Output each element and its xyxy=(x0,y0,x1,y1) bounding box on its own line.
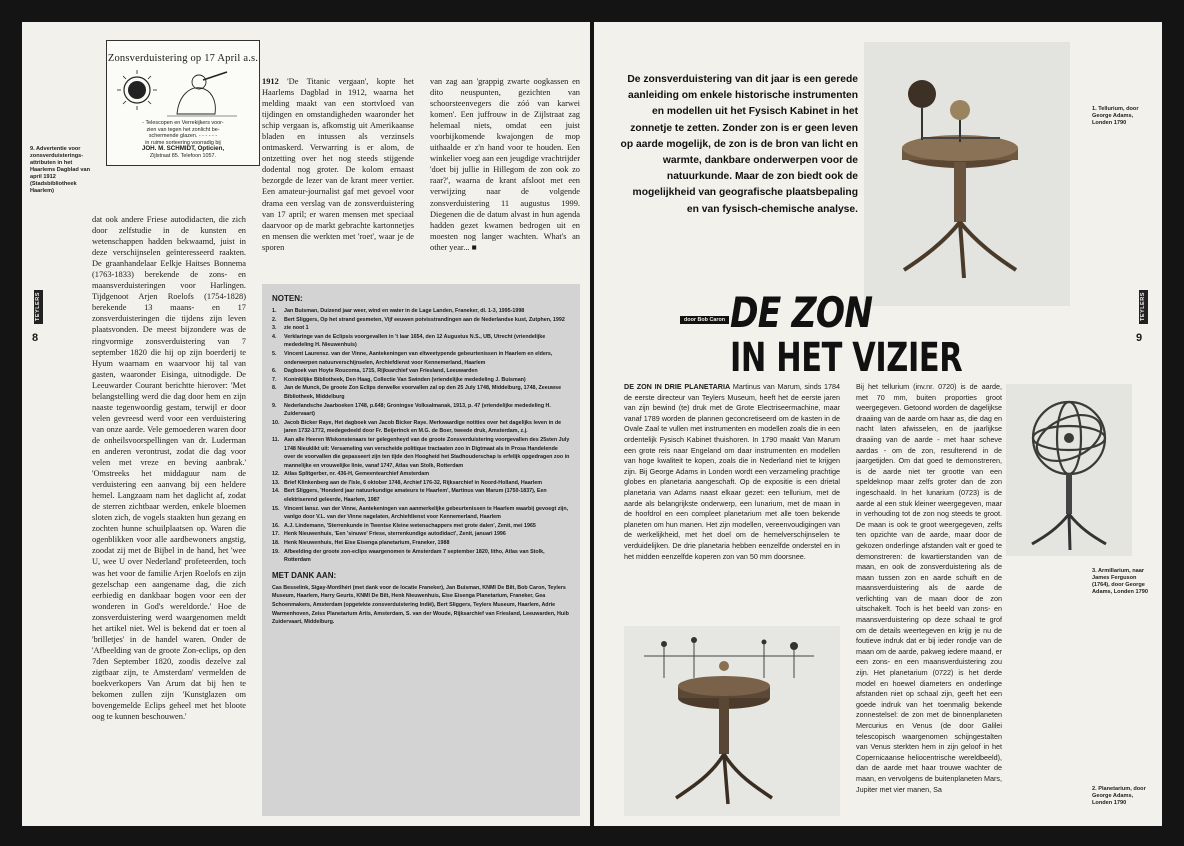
note-number: 11. xyxy=(272,436,280,443)
page-number-left: 8 xyxy=(32,332,39,344)
advert-line: JOH. M. SCHMIDT, Opticien, xyxy=(141,145,225,153)
note-number: 14. xyxy=(272,488,280,495)
note-number: 7. xyxy=(272,376,277,383)
note-item xyxy=(272,376,570,385)
intro-paragraph: De zonsverduistering van dit jaar is een gerede aanleiding om enkele historische instrumenten en modellen uit het Fysisch Kabinet in het zonnetje te zetten. Zonder zon is er geen leven op aarde mogelijk, de zon is de bron van licht en warmte, dankbare onderwerpen voor de natuurkunde. Maar de zon biedt ook de mogelijkheid van geografische plaatsbepaling en van fysisch-chemische analyse. xyxy=(620,74,858,215)
column-text: 'De Titanic vergaan', kopte het Haarlems Dagblad in 1912, waarna het melding maakt van een stortvloed van tijdingen en omstandigheden waaronder het schip vergaan is, afkomstig uit Amerikaanse bladen en intussen als verzinsels ontmaskerd. Verwarring is er alom, de ontzetting over het nog steeds stijgende dodental nog groter. De kolom ernaast bezorgde de lezer van de krant meer vertier. Een amateur-journalist gaf met gevoel voor drama een verslag van de zonsverduistering van 17 april; er waren mensen met speciaal daarvoor op de markt gebrachte kartonnetjes en mensen die werkten met 'roet', waar je de sporen xyxy=(262,77,414,252)
note-number: 18. xyxy=(272,540,280,547)
note-number: 16. xyxy=(272,522,280,529)
notes-heading: NOTEN: xyxy=(272,294,303,303)
teylers-logo: TEYLERS xyxy=(1139,290,1148,324)
note-item xyxy=(272,470,570,479)
note-text: Dagboek van Hoyte Roucoma, 1715, Rijksarchief van Friesland, Leeuwarden xyxy=(284,368,478,375)
advert-line: schermende glazen. - - - - - - xyxy=(148,133,218,140)
body-column-2 xyxy=(856,382,1002,818)
note-item xyxy=(272,487,570,504)
planetarium-photo xyxy=(624,626,840,816)
note-number: 12. xyxy=(272,471,280,478)
advert-line: Zijlstraat 85. Telefoon 1057. xyxy=(149,152,217,159)
planetarium-caption: 2. Planetarium, door George Adams, Londen 1790 xyxy=(1092,786,1146,806)
armillarium-image xyxy=(1006,384,1132,556)
note-text: Bert Sliggers, Op het strand gesmeten, Vijf eeuwen potvisstrandingen aan de Nederlandse kust, Zutphen, 1992 xyxy=(284,316,565,323)
note-text: Nederlandsche Jaarboeken 1748, p.648; Groningse Volksalmanak, 1913, p. 47 (vriendelijke mededeling H. Zuidervaart) xyxy=(284,402,551,418)
note-number: 2. xyxy=(272,316,277,323)
note-item xyxy=(272,333,570,350)
column-text: Bij het tellurium (inv.nr. 0720) is de aarde, met 70 mm, buiten proporties groot weergegeven. Getoond worden de dagelijkse draaiing van de aarde om haar as, die dag en nacht laten afwisselen, en de jaarlijkse draaiing van de aarde - met haar scheve aardas - om de zon, resulterend in de jaargetijden. Om dat goed te demonstreren, is de aarde niet ter grootte van een speldeknop maar zelfs groter dan de zon ingeschaald. In het lunarium (0723) is de aarde al een stuk kleiner weergegeven, maar in verhouding tot de zon nog steeds te groot. De maan is ook te groot weergegeven, zelfs ten opzichte van de aarde, maar door de gekozen onderlinge afstanden valt er goed te demonstreren: de kwartierstanden van de maan, en ook de zonsverduistering als de maan tussen zon en aarde schuift en de maansverduistering als de aarde de verlichting van de maan door de zon uitschakelt. Toch is het beeld van zons- en maansverduistering op deze schaal te grof om de details weertegeven en krijg je nu de foutieve indruk dat er bij ieder rondje van de maan om de aarde, pakweg iedere maand, er een zons- en een maansverduistering zou zijn. Het planetarium (0722) is het derde model en hoewel diameters en onderlinge afstanden niet op schaal zijn, geeft het een goede indruk van het toenmalig bekende zonnestelsel: de zon met de binnenplaneten Mercurius en Venus (de door Galilei telescopisch waargenomen schijngestalten van Venus sterkten hem in zijn geloof in het Copernicaanse heliocentrische wereldbeeld), dan de aarde met haar trouwe wachter de maan, en vervolgens de buitenplaneten Mars, Jupiter met vier manen, Sa xyxy=(856,382,1002,794)
note-text: Atlas Splitgerber, nr. 436-H, Gemeentearchief Amsterdam xyxy=(284,471,430,478)
note-number: 15. xyxy=(272,505,280,512)
thanks-heading: MET DANK AAN: xyxy=(272,570,337,580)
note-item xyxy=(272,307,570,316)
note-text: Verklaringe van de Eclipsis voorgevallen in 't Iaar 1654, den 12 Augustus N.S., UB, Utrecht (vriendelijke mededeling H. Nieuwenhuis) xyxy=(284,333,546,349)
note-item xyxy=(272,350,570,367)
note-number: 9. xyxy=(272,402,277,409)
notes-box xyxy=(262,284,580,816)
headline-line-1: DE ZON xyxy=(730,288,873,337)
notes-list xyxy=(272,307,570,565)
column-text: Martinus van Marum, sinds 1784 de eerste directeur van Teylers Museum, heeft het de eerste jaren van zijn bewind (te) druk met de Grote Electriseermachine, maar vanaf 1789 worden de plannen geconcretiseerd om de kasten in de Ovale Zaal te vullen met instrumenten en modellen zoals die in een ordentelijk Fysisch Kabinet thuishoren. In 1790 maakt Van Marum een grote reis naar Engeland om daar instrumenten en modellen van hoge kwaliteit te kopen, zoals die in Nederland niet te krijgen zijn. Bij George Adams in Londen wordt een verzameling prachtige globes en planetaria aangeschaft. Op de expositie is een drietal planetaria van Adams naast elkaar gezet: een tellurium, met de aarde als belangrijkste onderwerp, een lunarium, met de maan in de hoofdrol en een compleet planetarium met alle toen bekende planeten om hun manen. Het zijn modellen, vereenvoudigingen van de werkelijkheid, met het doel om de hemelverschijnselen te verduidelijken. De drie planetaria hebben eenzelfde onderstel en in het midden eenzelfde koperen zon van 50 mm doorsnee. xyxy=(624,382,840,561)
note-number: 19. xyxy=(272,548,280,555)
tellurium-photo xyxy=(864,42,1070,306)
planetarium-image xyxy=(624,626,840,816)
section-lead: DE ZON IN DRIE PLANETARIA xyxy=(624,382,731,391)
note-item xyxy=(272,316,570,325)
note-item xyxy=(272,384,570,401)
note-item xyxy=(272,539,570,548)
note-text: Jan de Munck, De groote Zon Eclips derwelke voorvallen zal op den 25 July 1748, Middelburg, 1748, Zeeuwse Bibliotheek, Middelburg xyxy=(284,385,562,400)
note-text: Aan alle Heeren Wiskonstenaars ter gelegenheyd van de groote Zonsverduistering voorgevallen des 25sten July 1748 Nieuklikt uit: Versameling van verscheide politique tractaaten zoo in Digtmaat als in Prosa Handelende over de voorvallen die gepasseert zijn ten tijde den Hoogheid het Stadhouderschap is erfelijk opgedragen zoo in mannelijke en vrouwelijke linie, vanaf 1747, Atlas van Stolk, Rotterdam xyxy=(284,436,570,469)
note-text: Jan Buisman, Duizend jaar weer, wind en water in de Lage Landen, Franeker, dl. 1-3, 1995-1998 xyxy=(284,308,525,314)
note-number: 17. xyxy=(272,531,280,538)
tellurium-caption: 1. Tellurium, door George Adams, Londen 1790 xyxy=(1092,106,1139,126)
note-item xyxy=(272,436,570,470)
note-item xyxy=(272,367,570,376)
armillarium-photo xyxy=(1006,384,1132,556)
note-text: A.J. Lindemann, 'Sterrenkunde in Twentse Kleine wetenschappers met grote dalen', Zenit, mei 1965 xyxy=(284,522,536,529)
sun-eclipse-illustration xyxy=(107,64,260,120)
note-number: 13. xyxy=(272,479,280,486)
advert-line: - Telescopen en Verrekijkers voor- xyxy=(142,120,224,126)
article-column-2 xyxy=(262,76,414,276)
note-number: 8. xyxy=(272,385,277,392)
right-page xyxy=(594,22,1162,826)
note-text: Henk Nieuwenhuis, Het Eise Eisenga planetarium, Franeker, 1988 xyxy=(284,540,450,547)
advertisement-image xyxy=(106,40,260,166)
body-column-1 xyxy=(624,382,840,610)
byline: door Bob Caron xyxy=(680,316,729,324)
left-page xyxy=(22,22,590,826)
note-text: Koninklijke Bibliotheek, Den Haag, Collectie Van Swinden (vriendelijke mededeling J. Buisman) xyxy=(284,376,526,383)
thanks-text: Cas Besselink, Sigay-Montlhéri (met dank voor de locatie Franeker), Jan Buisman, KNMI De Bilt, Bob Caron, Teylers Museum, Haarlem, Harry Geurts, KNMI De Bilt, Henk Nieuwenhuis, Eise Eisenga Planetarium, Franeker, Gea Schoenmakers, Amsterdam (opgetekte zonsverduistering Indië), Bert Sliggers, Teylers Museum, Haarlem, Adrie Warmenhoven, Zeiss Planetarium Artis, Amsterdam, S. van der Woude, Rijksarchief van Friesland, Leeuwarden, Huib Zuidervaart, Middelburg. xyxy=(272,584,569,626)
note-number: 4. xyxy=(272,333,277,340)
note-item xyxy=(272,324,570,333)
note-number: 5. xyxy=(272,350,277,357)
advert-caption: 9. Advertentie voor zonsverduisterings-attributen in het Haarlems Dagblad van april 1912 (Stadsbibliotheek Haarlem) xyxy=(30,146,91,194)
note-text: Brief Klinkenberg aan de l'Isle, 6 oktober 1748, Archief 176-32, Rijksarchief in Noord-Holland, Haarlem xyxy=(284,479,542,486)
note-text: Vincent Laurensz. van der Vinne, Aantekeningen van eltweetypende gebeurtenissen in Haarlem en elders, onderwerpen natuurverschijnselen, Archiefdienst voor Kennemerland, Haarlem xyxy=(284,350,553,366)
note-text: Henk Nieuwenhuis, 'Een 'sinuwe' Friese, sterrenkundige autodidact', Zenit, januari 1996 xyxy=(284,531,506,538)
note-text: Afbeelding der groote zon-eclips waargenomen te Amsterdam 7 september 1820, litho, Atlas van Stolk, Rotterdam xyxy=(284,548,545,564)
note-number: 6. xyxy=(272,368,277,375)
column-text: dat ook andere Friese autodidacten, die zich door zelfstudie in de kunsten en wetenschappen hadden bekwaamd, juist in deze verschijnselen geïnteresseerd raakten. De graanhandelaar Eelkje Haitses Bonnema (1763-1833) berekende de zons- en maansverduisteringen voor Harlingen. Tijdgenoot Arjen Roelofs (1754-1828) berekende 13 maans- en 17 zonsverduisteringen die tijdens zijn leven plaatsvonden. De meest bijzondere was de ringvormige zonsverduistering van 7 september 1820 die hij op zijn boerderij te Hyum waarnam en waarvoor hij tal van gasten, waaronder Eisinga, uitnodigde. De Leeuwarder Courant berichtte hierover: 'Met belangstelling werd die dag door hem en zijn naaste tegenwoordig gestam, terwijl er door velen gevreesd werd voor een verduistering van onze aarde. Vele gemoederen waren door de onheilsvoorspellingen van dr. Luderman en anderen verontrust, zodat die dag voor velen met vreze en beving aanbrak.' 'Omstreeks het middaguur nam de verduistering een aanvang bij een heldere hemel. Langzaam nam het daglicht af, zodat de sterren zichtbaar werden, enkele bloemen sloten zich, de vogels staakten hun gezang en zochten hunne schuilplaatsen op. Waren die ogenblikken voor alle aardbewoners angstig, zoodat zij met de Bijbel in de hand, het 'wee U, wee U over Nederland' profeteerden, toch was het voor de familie Arjen Roelofs en zijn gezelschap een aangename dag, die zich eerbiedig en dankbaar bogen voor een der wonderen in God's wereldorde.' Hoe de zonsverduistering werd waargenomen meldt het artikel niet. Wel is bekend dat er toen al 'brilletjes' in de handel waren. Onder de 'Afbeelding van de groote Zon-eclips, op den 7den September 1820, zoodis dezelve zal zigtbaar zijn, te Amsterdam' vermelden de boekverkopers Van Arum dat bij hen te bekomen zullen zijn 'Kunstglazen om bovengemelde Eclips geheel met het bloote oog te kunnen beschouwen.' xyxy=(92,215,246,722)
note-item xyxy=(272,522,570,531)
note-text: zie noot 1 xyxy=(284,325,309,332)
note-item xyxy=(272,402,570,419)
article-column-3 xyxy=(430,76,580,276)
advert-line: in ruime sorteering voorradig bij xyxy=(145,139,221,146)
teylers-logo: TEYLERS xyxy=(34,290,43,324)
advert-line: zien van tegen het zonlicht be- xyxy=(146,126,220,133)
note-item xyxy=(272,419,570,436)
note-text: Jacob Bicker Raye, Het dagboek van Jacob Bicker Raye. Merkwaardige notities over het dagelijks leven in de jaren 1732-1772, medegedeeld door Fr. Beijerinck en M.G. de Boer, tweede druk, Amsterdam, z.j. xyxy=(284,419,562,435)
article-column-1 xyxy=(92,214,246,820)
note-item xyxy=(272,548,570,565)
advert-title: Zonsverduistering op 17 April a.s. xyxy=(107,53,259,64)
note-item xyxy=(272,479,570,488)
note-number: 1. xyxy=(272,308,277,314)
note-text: Vincent Iansz. van der Vinne, Aantekeningen van aanmerkelijke gebeurtenissen te Haarlem waarbij gevoegt zijn, vanlgo door V.L. van der Vinne nagelaten, Archiefdienst voor Kennemerland, Haarlem xyxy=(284,505,569,521)
note-item xyxy=(272,505,570,522)
page-number-right: 9 xyxy=(1136,332,1143,344)
note-number: 3. xyxy=(272,325,277,332)
column-text: van zag aan 'grappig zwarte oogkassen en dito neuspunten, gezichten van schoorsteenvegers die zóó van karwei komen'. Een juffrouw in de Zijlstraat zag helemaal niets, omdat een juist voorbijkomende kwajongen de mop uithaalde er z'n hand voor te houden. Een winkelier voeg aan een jeugdige vrachtrijder 'doet bij jullie in Hillegom de zon ook zo raar?', waarna de krant afsloot met een verwijzing naar de volgende zonsverduistering 11 augustus 1999. Diegenen die de datum alvast in hun agenda hadden gezet kwamen bedrogen uit en moesten nog langer wachten. What's an other year... ■ xyxy=(430,77,580,252)
armillarium-caption: 3. Armillarium, naar James Ferguson (1764), door George Adams, Londen 1790 xyxy=(1092,568,1148,595)
note-item xyxy=(272,530,570,539)
section-lead: 1912 xyxy=(262,77,279,86)
tellurium-image xyxy=(864,42,1070,306)
headline-line-2: IN HET VIZIER xyxy=(730,335,963,381)
note-text: Bert Sliggers, 'Honderd jaar natuurkundige amateurs te Haarlem', Martinus van Marum (1750-1837), Een elektriserend geleerde, Haarlem, 1987 xyxy=(284,488,547,504)
note-number: 10. xyxy=(272,419,280,426)
